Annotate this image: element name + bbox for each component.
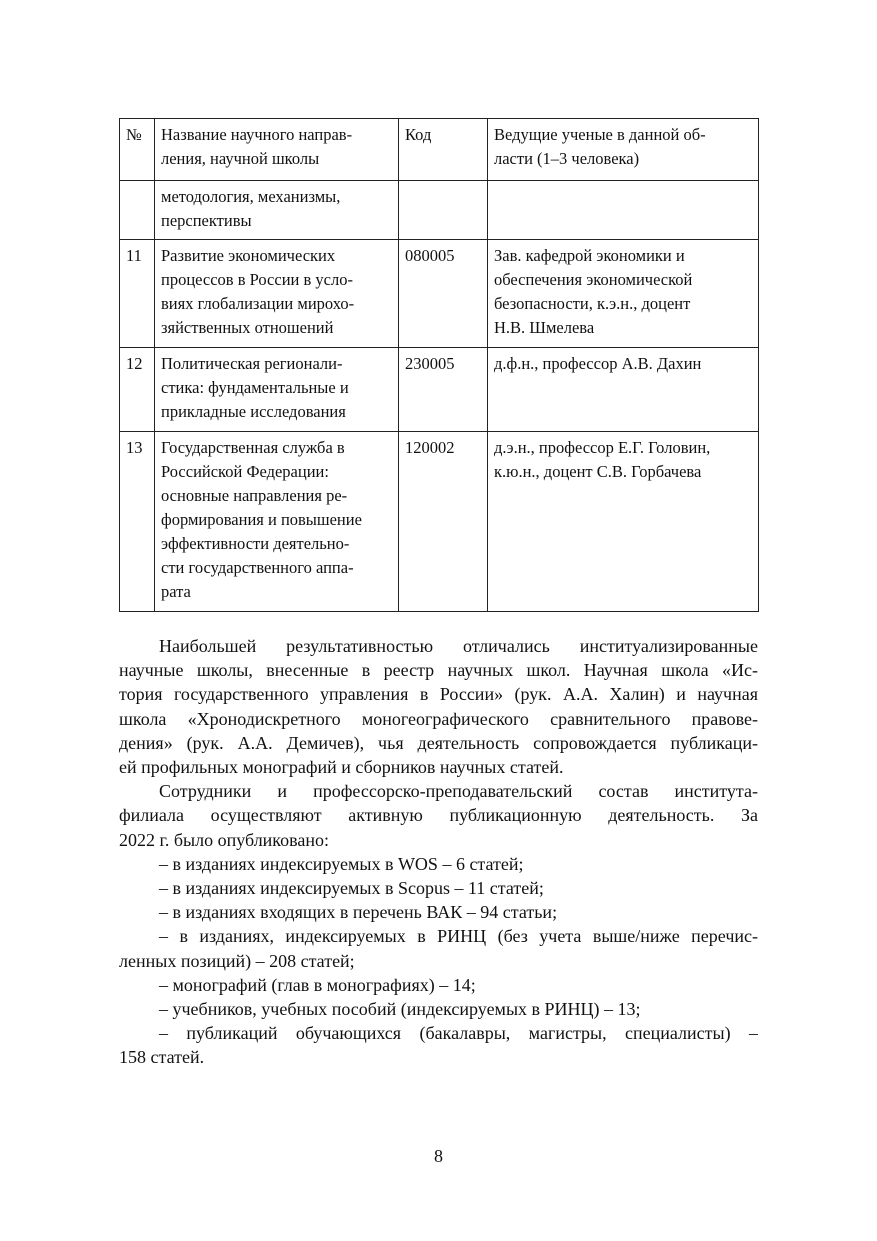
row-num: 12 xyxy=(120,348,155,432)
paragraph-publications: Сотрудники и профессорско-преподавательский состав института- филиала осуществляют активную публикационную деятельность. За 2022 г. было опубликовано: xyxy=(119,781,758,850)
row-num: 11 xyxy=(120,240,155,348)
page-number: 8 xyxy=(434,1146,443,1166)
list-item: – в изданиях, индексируемых в РИНЦ (без учета выше/ниже перечис- ленных позиций) – 208 статей; xyxy=(119,926,758,971)
row-name: Политическая регионали- стика: фундаментальные и прикладные исследования xyxy=(155,348,399,432)
list-item: – в изданиях входящих в перечень ВАК – 94 статьи; xyxy=(159,902,558,923)
table-row xyxy=(120,240,759,348)
header-scientists: Ведущие ученые в данной об- ласти (1–3 человека) xyxy=(488,119,759,181)
list-item: – учебников, учебных пособий (индексируемых в РИНЦ) – 13; xyxy=(159,999,641,1020)
row-num xyxy=(120,181,155,240)
body-text xyxy=(119,634,758,1070)
table-row xyxy=(120,432,759,612)
row-code: 080005 xyxy=(399,240,488,348)
row-code: 230005 xyxy=(399,348,488,432)
scientific-schools-table xyxy=(119,118,759,612)
table-row xyxy=(120,181,759,240)
row-code: 120002 xyxy=(399,432,488,612)
header-code: Код xyxy=(399,119,488,181)
list-item: – в изданиях индексируемых в Scopus – 11 статей; xyxy=(159,878,544,899)
row-name: методология, механизмы, перспективы xyxy=(155,181,399,240)
row-code xyxy=(399,181,488,240)
row-scientists xyxy=(488,181,759,240)
table-row xyxy=(120,348,759,432)
row-scientists: д.э.н., профессор Е.Г. Головин, к.ю.н., доцент С.В. Горбачева xyxy=(488,432,759,612)
row-scientists: Зав. кафедрой экономики и обеспечения экономической безопасности, к.э.н., доцент Н.В. Шмелева xyxy=(488,240,759,348)
row-name: Государственная служба в Российской Федерации: основные направления ре- формирования и повышение эффективности деятельно- сти государственного аппа- рата xyxy=(155,432,399,612)
header-name: Название научного направ- ления, научной школы xyxy=(155,119,399,181)
header-num: № xyxy=(120,119,155,181)
row-name: Развитие экономических процессов в России в усло- виях глобализации мирохо- зяйственных отношений xyxy=(155,240,399,348)
table-header-row xyxy=(120,119,759,181)
list-item: – в изданиях индексируемых в WOS – 6 статей; xyxy=(159,853,524,874)
row-scientists: д.ф.н., профессор А.В. Дахин xyxy=(488,348,759,432)
list-item: – публикаций обучающихся (бакалавры, магистры, специалисты) – 158 статей. xyxy=(119,1023,758,1068)
row-num: 13 xyxy=(120,432,155,612)
publications-list xyxy=(119,852,758,1070)
paragraph-results: Наибольшей результативностью отличались институализированные научные школы, внесенные в реестр научных школ. Научная школа «Ис- тория государственного управления в России» (рук. А.А. Халин) и научная школа «Хронодискретного моногеографического сравнительного правове- дения» (рук. А.А. Демичев), чья деятельность сопровождается публикаци- ей профильных монографий и сборников научных статей. xyxy=(119,636,758,778)
list-item: – монографий (глав в монографиях) – 14; xyxy=(159,974,476,995)
